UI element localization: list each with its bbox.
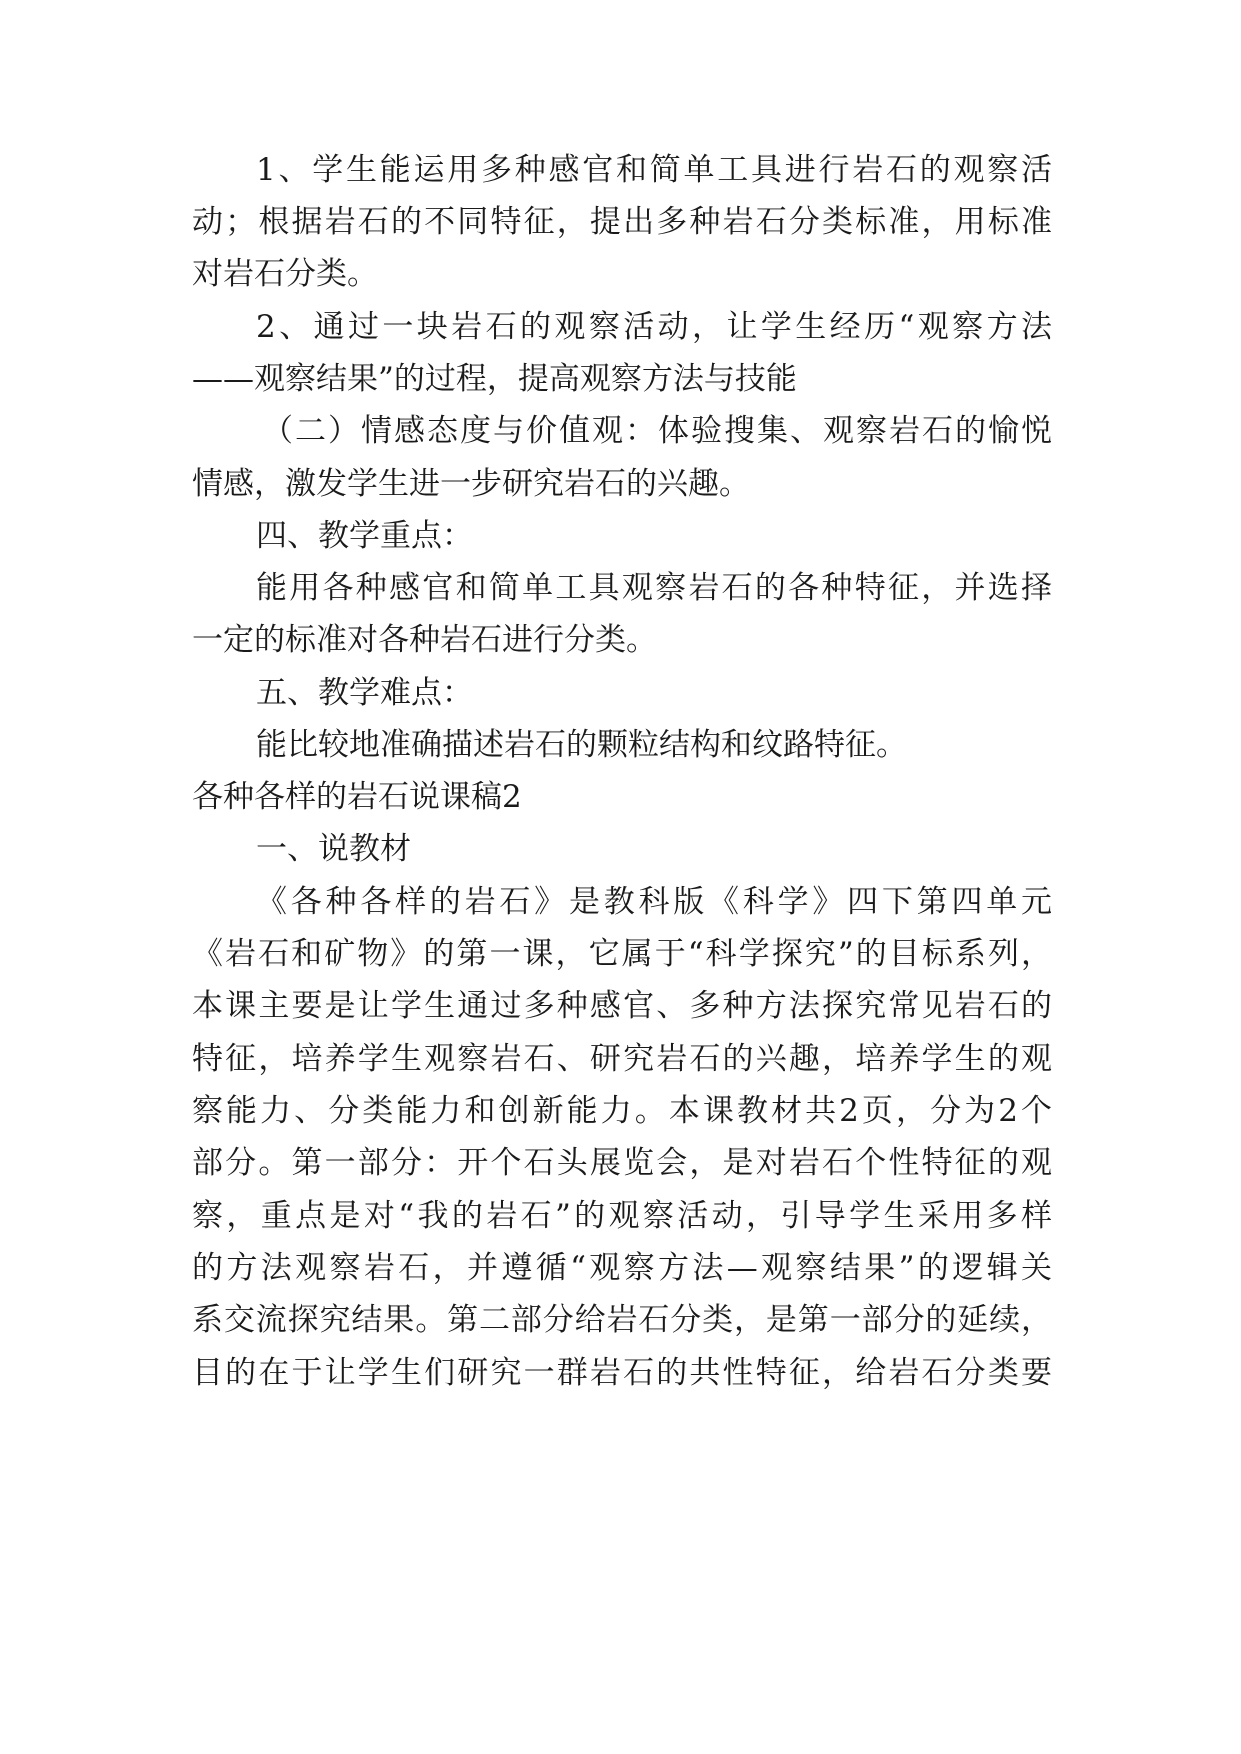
text-line: 系交流探究结果。第二部分给岩石分类，是第一部分的延续， <box>192 1302 1052 1338</box>
text-line: 对岩石分类。 <box>192 256 378 292</box>
text-line: ——观察结果”的过程，提高观察方法与技能 <box>192 361 797 397</box>
text-line: 动；根据岩石的不同特征，提出多种岩石分类标准，用标准 <box>192 204 1052 240</box>
text-line: 的方法观察岩石，并遵循“观察方法—观察结果”的逻辑关 <box>192 1250 1052 1286</box>
section-heading: 一、说教材 <box>256 831 411 867</box>
text-line: 本课主要是让学生通过多种感官、多种方法探究常见岩石的 <box>192 988 1052 1024</box>
text-line: 能比较地准确描述岩石的颗粒结构和纹路特征。 <box>256 727 907 763</box>
text-line: 一定的标准对各种岩石进行分类。 <box>192 622 657 658</box>
text-line: （二）情感态度与价值观：体验搜集、观察岩石的愉悦 <box>262 413 1052 449</box>
text-line: 目的在于让学生们研究一群岩石的共性特征，给岩石分类要 <box>192 1355 1052 1391</box>
document-title: 各种各样的岩石说课稿2 <box>192 779 522 815</box>
text-line: 情感，激发学生进一步研究岩石的兴趣。 <box>192 466 750 502</box>
text-line: 察，重点是对“我的岩石”的观察活动，引导学生采用多样 <box>192 1198 1052 1234</box>
text-line: 察能力、分类能力和创新能力。本课教材共2页，分为2个 <box>192 1093 1052 1129</box>
text-line: 《岩石和矿物》的第一课，它属于“科学探究”的目标系列， <box>192 936 1052 972</box>
text-line: 特征，培养学生观察岩石、研究岩石的兴趣，培养学生的观 <box>192 1041 1052 1077</box>
text-line: 2、通过一块岩石的观察活动，让学生经历“观察方法 <box>256 309 1052 345</box>
text-line: 能用各种感官和简单工具观察岩石的各种特征，并选择 <box>256 570 1052 606</box>
section-heading: 五、教学难点： <box>256 675 473 711</box>
text-line: 1、学生能运用多种感官和简单工具进行岩石的观察活 <box>256 152 1052 188</box>
text-line: 《各种各样的岩石》是教科版《科学》四下第四单元 <box>256 884 1052 920</box>
section-heading: 四、教学重点： <box>256 518 473 554</box>
text-line: 部分。第一部分：开个石头展览会，是对岩石个性特征的观 <box>192 1145 1052 1181</box>
